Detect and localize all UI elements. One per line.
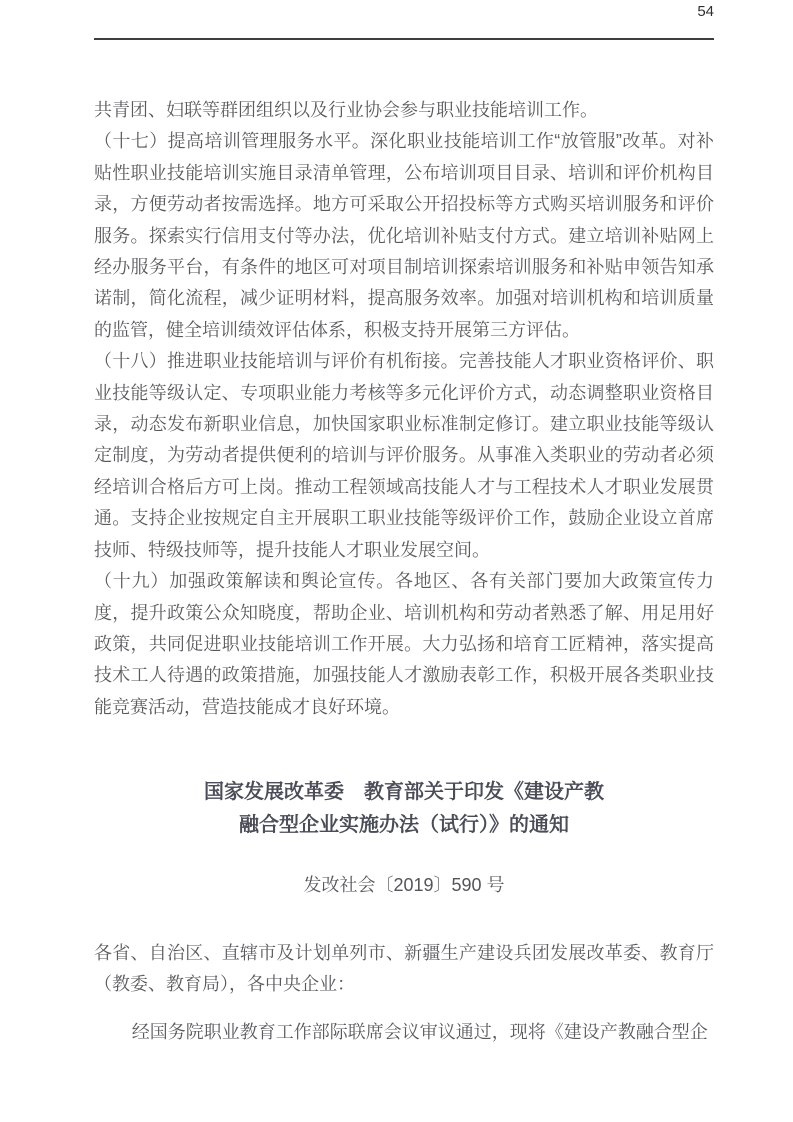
notice-title <box>94 776 714 842</box>
notice-title-line-1: 国家发展改革委 教育部关于印发《建设产教 <box>204 781 604 804</box>
page-number: 54 <box>697 3 714 20</box>
document-number: 发改社会〔2019〕590 号 <box>303 875 505 896</box>
notice-body-paragraph: 经国务院职业教育工作部际联席会议审议通过，现将《建设产教融合型企 <box>131 1022 708 1043</box>
notice-title-line-2: 融合型企业实施办法（试行）》的通知 <box>239 814 569 837</box>
policy-paragraph-19: （十九）加强政策解读和舆论宣传。各地区、各有关部门要加大政策宣传力度，提升政策公众知晓度，帮助企业、培训机构和劳动者熟悉了解、用足用好政策，共同促进职业技能培训工作开展。大力弘扬和培育工匠精神，落实提高技术工人待遇的政策措施，加强技能人才激励表彰工作，积极开展各类职业技能竞赛活动，营造技能成才良好环境。 <box>94 571 714 717</box>
policy-paragraph-17: （十七）提高培训管理服务水平。深化职业技能培训工作“放管服”改革。对补贴性职业技能培训实施目录清单管理，公布培训项目目录、培训和评价机构目录，方便劳动者按需选择。地方可采取公开招投标等方式购买培训服务和评价服务。探索实行信用支付等办法，优化培训补贴支付方式。建立培训补贴网上经办服务平台，有条件的地区可对项目制培训探索培训服务和补贴申领告知承诺制，简化流程，减少证明材料，提高服务效率。加强对培训机构和培训质量的监管，健全培训绩效评估体系，积极支持开展第三方评估。 <box>94 131 714 340</box>
policy-paragraph-continuation: 共青团、妇联等群团组织以及行业协会参与职业技能培训工作。 <box>94 100 598 120</box>
notice-recipients-paragraph: 各省、自治区、直辖市及计划单列市、新疆生产建设兵团发展改革委、教育厅（教委、教育局），各中央企业： <box>94 942 714 994</box>
page-content <box>94 95 714 1049</box>
policy-paragraph-18: （十八）推进职业技能培训与评价有机衔接。完善技能人才职业资格评价、职业技能等级认定、专项职业能力考核等多元化评价方式，动态调整职业资格目录，动态发布新职业信息，加快国家职业标准制定修订。建立职业技能等级认定制度，为劳动者提供便利的培训与评价服务。从事准入类职业的劳动者必须经培训合格后方可上岗。推动工程领域高技能人才与工程技术人才职业发展贯通。支持企业按规定自主开展职工职业技能等级评价工作，鼓励企业设立首席技师、特级技师等，提升技能人才职业发展空间。 <box>94 351 714 560</box>
header-rule <box>94 38 714 40</box>
